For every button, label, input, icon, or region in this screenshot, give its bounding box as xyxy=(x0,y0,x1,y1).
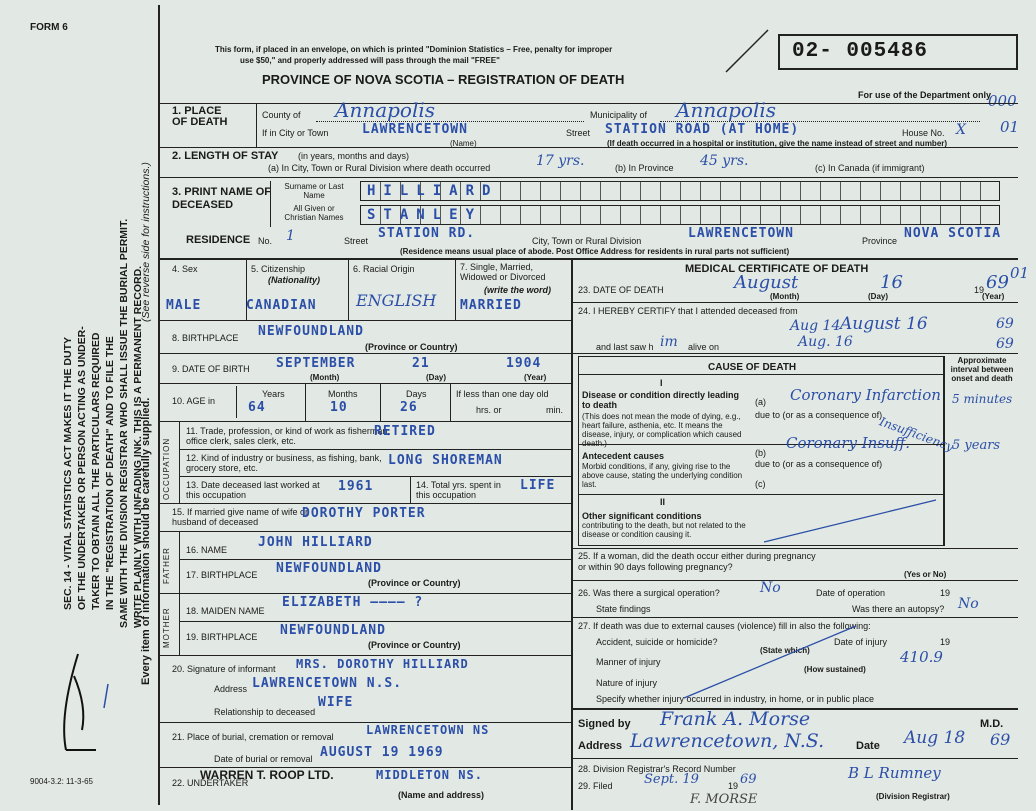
residence-no: 1 xyxy=(286,228,295,244)
findings-label: State findings xyxy=(596,604,651,614)
marital-value: MARRIED xyxy=(460,298,522,313)
city-name-label: (Name) xyxy=(450,139,477,148)
marital-label: 7. Single, Married, Widowed or Divorced xyxy=(460,262,546,282)
given-boxes xyxy=(360,205,1000,225)
dob-month-label: (Month) xyxy=(310,373,340,382)
birthplace-value: NEWFOUNDLAND xyxy=(258,324,364,339)
industry-value: LONG SHOREMAN xyxy=(388,453,503,468)
center-rule xyxy=(571,258,573,810)
other-label: Other significant conditions xyxy=(582,511,702,521)
cause-a-value: Coronary Infarction xyxy=(790,386,941,404)
informant-rel-label: Relationship to deceased xyxy=(214,707,316,717)
attend-from: Aug 14 xyxy=(790,318,841,334)
dob-label: 9. DATE OF BIRTH xyxy=(172,364,250,374)
dod-year: 69 xyxy=(986,272,1009,293)
slash-mark xyxy=(722,26,772,76)
side-line-6: WRITE PLAINLY WITH UNFADING INK. THIS IS A PERMANENT RECORD. xyxy=(132,265,144,628)
father-bp-sub: (Province or Country) xyxy=(368,578,461,588)
other-note: contributing to the death, but not related to the disease or condition causing it. xyxy=(582,521,746,539)
place-label xyxy=(172,106,228,128)
state-which-label: (State which) xyxy=(760,646,810,655)
dob-year: 1904 xyxy=(506,356,542,371)
cause-ii-rule xyxy=(578,494,944,495)
record-number: 02- 005486 xyxy=(792,40,929,63)
trade-value: RETIRED xyxy=(374,424,436,439)
years-occ-label: 14. Total yrs. spent in this occupation xyxy=(416,480,501,500)
burial-date-label: Date of burial or removal xyxy=(214,754,313,764)
attend-to: August 16 xyxy=(840,314,928,334)
signed-year: 69 xyxy=(990,730,1011,749)
stay-c-label: (c) In Canada (if immigrant) xyxy=(815,163,925,173)
record-number-box xyxy=(778,34,1018,70)
age-days: 26 xyxy=(400,400,418,415)
alive-date: Aug. 16 xyxy=(798,334,853,350)
alive-on-label: alive on xyxy=(688,342,720,352)
how-sustained-label: (How sustained) xyxy=(804,665,866,674)
dob-day-label: (Day) xyxy=(426,373,447,382)
cause-a-due-value: Insufficiency xyxy=(877,414,956,455)
informant-sig-label: 20. Signature of informant xyxy=(172,664,276,674)
rule-row-17 xyxy=(158,593,571,594)
county-value: Annapolis xyxy=(335,98,436,122)
mother-maiden: ELIZABETH ———— ? xyxy=(282,595,424,610)
rule-father xyxy=(179,559,571,560)
stay-a-label: (a) In City, Town or Rural Division where death occurred xyxy=(268,163,491,173)
residence-street: STATION RD. xyxy=(378,226,476,241)
registrar-signature: B L Rumney xyxy=(848,764,941,782)
dod-day: 16 xyxy=(880,272,903,293)
registrar-label: (Division Registrar) xyxy=(876,792,950,801)
md-label: M.D. xyxy=(980,718,1004,730)
left-rule xyxy=(158,5,160,805)
dob-day: 21 xyxy=(412,356,430,371)
father-bp-label: 17. BIRTHPLACE xyxy=(186,570,258,580)
dod-year-label: (Year) xyxy=(982,292,1005,301)
rule-2 xyxy=(158,177,1018,178)
filed-date: Sept. 19 xyxy=(644,772,699,787)
citizenship-value: CANADIAN xyxy=(246,298,317,313)
cause-title: CAUSE OF DEATH xyxy=(708,362,797,373)
cause-part-2: II xyxy=(660,497,666,507)
city-value: LAWRENCETOWN xyxy=(362,122,468,137)
due-to-a: due to (or as a consequence of) xyxy=(755,410,883,420)
father-name-label: 16. NAME xyxy=(186,545,228,555)
disease-label: Disease or condition directly leading to death xyxy=(582,390,740,410)
street-label: Street xyxy=(566,128,591,138)
due-to-b: due to (or as a consequence of) xyxy=(755,459,883,469)
dod-label: 23. DATE OF DEATH xyxy=(578,285,664,295)
mother-bp-label: 19. BIRTHPLACE xyxy=(186,632,258,642)
signed-address-label: Address xyxy=(578,740,623,752)
occupation-side-label: OCCUPATION xyxy=(162,437,171,500)
cause-a-interval: 5 minutes xyxy=(952,392,1013,406)
mail-notice-2: use $50," and properly addressed will pass through the mail "FREE" xyxy=(240,56,500,65)
birthplace-sub: (Province or Country) xyxy=(365,342,458,352)
dept-code-2: 01 xyxy=(1000,118,1020,136)
signed-label: Signed by xyxy=(578,718,631,730)
spouse-label: 15. If married give name of wife or husband of deceased xyxy=(172,507,309,527)
city-label: If in City or Town xyxy=(262,128,329,138)
residence-city-label: City, Town or Rural Division xyxy=(532,236,642,246)
side-line-4: IN THE "REGISTRATION OF DEATH" AND TO FILE THE xyxy=(104,336,116,610)
last-saw-hw: im xyxy=(660,334,678,350)
attend-year: 69 xyxy=(996,316,1014,332)
filed-year-prefix: 19 xyxy=(728,781,739,791)
father-bp: NEWFOUNDLAND xyxy=(276,561,382,576)
cause-b-interval: 5 years xyxy=(952,438,1001,453)
sep-6-7 xyxy=(455,258,456,320)
dept-code-3: 01 xyxy=(1010,264,1030,282)
rule-row-8 xyxy=(158,353,571,354)
rule-row-4 xyxy=(158,320,571,321)
accident-label: Accident, suicide or homicide? xyxy=(596,637,718,647)
rule-top xyxy=(158,103,1018,104)
manner-label: Manner of injury xyxy=(596,657,661,667)
racial-value: ENGLISH xyxy=(356,291,437,310)
burial-date: AUGUST 19 1969 xyxy=(320,745,444,760)
undertaker-name: WARREN T. ROOP LTD. xyxy=(200,768,334,782)
years-occ-value: LIFE xyxy=(520,478,556,493)
form-title: PROVINCE OF NOVA SCOTIA – REGISTRATION OF DEATH xyxy=(262,72,625,87)
interval-label: Approximate interval between onset and death xyxy=(950,356,1014,383)
rule-med-24 xyxy=(571,353,1018,354)
external-slash xyxy=(680,622,860,702)
surgery-value: No xyxy=(760,580,781,596)
disease-note: (This does not mean the mode of dying, e.g., heart failure, asthenia, etc. It means the disease, injury, or complication which caused death.) xyxy=(582,412,742,448)
age-days-label: Days xyxy=(406,389,427,399)
trade-label: 11. Trade, profession, or kind of work as fisherman, office clerk, sales clerk, etc. xyxy=(186,426,390,446)
dob-year-label: (Year) xyxy=(524,373,547,382)
residence-street-label: Street xyxy=(344,236,369,246)
age-less-label: If less than one day old xyxy=(456,389,549,399)
undertaker-label: 22. UNDERTAKER xyxy=(172,778,249,788)
injury-date-label: Date of injury xyxy=(834,637,888,647)
occ-sep-13-14 xyxy=(410,476,411,503)
cause-b-value: Coronary Insuff. xyxy=(786,434,911,452)
age-label: 10. AGE in xyxy=(172,396,216,406)
age-months: 10 xyxy=(330,400,348,415)
spouse-value: DOROTHY PORTER xyxy=(302,506,426,521)
alive-year: 69 xyxy=(996,336,1014,352)
cause-part-1: I xyxy=(660,378,663,388)
undertaker-sub: (Name and address) xyxy=(398,790,485,800)
rule-med-signed xyxy=(571,758,1018,759)
age-min-label: min. xyxy=(546,405,564,415)
marital-sub: (write the word) xyxy=(484,285,551,295)
signed-date: Aug 18 xyxy=(904,728,966,748)
autopsy-value: No xyxy=(958,596,979,612)
side-line-5: SAME WITH THE DIVISION REGISTRAR WHO SHALL ISSUE THE BURIAL PERMIT. xyxy=(118,218,130,628)
signed-date-label: Date xyxy=(856,740,880,752)
father-side-rule xyxy=(179,531,180,593)
given-label: All Given or Christian Names xyxy=(284,204,344,222)
street-value: STATION ROAD (AT HOME) xyxy=(605,122,800,137)
stay-b-value: 45 yrs. xyxy=(700,153,749,169)
rule-occ-1 xyxy=(179,449,571,450)
mother-side-label: MOTHER xyxy=(162,607,171,648)
county-label: County of xyxy=(262,110,301,120)
stay-label: 2. LENGTH OF STAY xyxy=(172,150,279,162)
autopsy-label: Was there an autopsy? xyxy=(852,604,945,614)
sex-value: MALE xyxy=(166,298,202,313)
pregnancy-sub: (Yes or No) xyxy=(904,570,947,579)
rule-occ-3 xyxy=(158,503,571,504)
specify-label: Specify whether injury occurred in industry, in home, or in public place xyxy=(596,694,874,704)
rule-med-26 xyxy=(571,617,1018,618)
residence-prov-label: Province xyxy=(862,236,898,246)
mail-notice-1: This form, if placed in an envelope, on which is printed "Dominion Statistics – Free, penalty for improper xyxy=(215,45,613,54)
rule-row-19 xyxy=(158,655,571,656)
residence-city: LAWRENCETOWN xyxy=(688,226,794,241)
age-months-label: Months xyxy=(328,389,358,399)
residence-no-label: No. xyxy=(258,236,273,246)
racial-label: 6. Racial Origin xyxy=(353,264,415,274)
father-side-label: FATHER xyxy=(162,547,171,584)
pregnancy-label: 25. If a woman, did the death occur either during pregnancy or within 90 days following pregnancy? xyxy=(578,551,816,572)
age-years: 64 xyxy=(248,400,266,415)
form-number: FORM 6 xyxy=(30,22,68,33)
external-label: 27. If death was due to external causes (violence) fill in also the following: xyxy=(578,621,871,631)
side-reverse: (See reverse side for instructions.) xyxy=(140,162,152,322)
record-no-label: 28. Division Registrar's Record Number xyxy=(578,764,736,774)
rule-row-20 xyxy=(158,722,571,723)
medical-title: MEDICAL CERTIFICATE OF DEATH xyxy=(685,263,869,275)
dept-use-label: For use of the Department only xyxy=(858,90,992,100)
age-sep-3 xyxy=(450,383,451,421)
rule-mother xyxy=(179,621,571,622)
stay-a-value: 17 yrs. xyxy=(536,153,585,169)
antecedent-note: Morbid conditions, if any, giving rise to the above cause, stating the underlying condition last. xyxy=(582,462,743,489)
rule-med-23 xyxy=(571,302,1018,303)
side-line-3: TAKER TO OBTAIN ALL THE PARTICULARS REQUIRED xyxy=(90,332,102,610)
rule-occ-2 xyxy=(179,476,571,477)
injury-year: 19 xyxy=(940,637,951,647)
residence-label: RESIDENCE xyxy=(186,234,251,246)
mother-bp-sub: (Province or Country) xyxy=(368,640,461,650)
age-years-label: Years xyxy=(262,389,285,399)
operation-year: 19 xyxy=(940,588,951,598)
citizenship-label: 5. Citizenship xyxy=(251,264,306,274)
mother-bp: NEWFOUNDLAND xyxy=(280,623,386,638)
house-value: X xyxy=(956,122,966,138)
surname-boxes xyxy=(360,181,1000,201)
antecedent-label: Antecedent causes xyxy=(582,451,665,461)
cause-slash xyxy=(760,496,940,546)
name-label: 3. PRINT NAME OF DECEASED xyxy=(172,186,272,211)
municipality-label: Municipality of xyxy=(590,110,648,120)
operation-date-label: Date of operation xyxy=(816,588,886,598)
occ-side-rule xyxy=(179,421,180,503)
form-code: 9004-3.2: 11-3-65 xyxy=(30,777,94,786)
manner-value: 410.9 xyxy=(900,648,943,666)
last-worked-label: 13. Date deceased last worked at this occupation xyxy=(186,480,320,500)
municipality-value: Annapolis xyxy=(676,98,777,122)
burial-place-label: 21. Place of burial, cremation or removal xyxy=(172,732,334,742)
side-line-1: SEC. 14 - VITAL STATISTICS ACT MAKES IT THE DUTY xyxy=(62,336,74,610)
sep-5-6 xyxy=(348,258,349,320)
industry-label: 12. Kind of industry or business, as fishing, bank, grocery store, etc. xyxy=(186,453,382,473)
undertaker-addr: MIDDLETON NS. xyxy=(376,768,483,782)
cause-b-tag: (b) xyxy=(755,448,766,458)
stay-b-label: (b) In Province xyxy=(615,163,674,173)
nature-label: Nature of injury xyxy=(596,678,658,688)
rule-row-10 xyxy=(158,421,571,422)
filed-label: 29. Filed xyxy=(578,781,613,791)
side-line-2: OF THE UNDERTAKER OR PERSON ACTING AS UNDER- xyxy=(76,326,88,610)
filed-year: 69 xyxy=(740,772,757,787)
birthplace-label: 8. BIRTHPLACE xyxy=(172,333,239,343)
surname-value: HILLIARD xyxy=(367,183,499,199)
age-bracket xyxy=(236,386,237,418)
cause-c-tag: (c) xyxy=(755,479,766,489)
dept-code-1: 000 xyxy=(988,92,1017,110)
age-sep-1 xyxy=(305,383,306,421)
surgery-label: 26. Was there a surgical operation? xyxy=(578,588,720,598)
last-worked-value: 1961 xyxy=(338,479,374,494)
institution-note: (If death occurred in a hospital or institution, give the name instead of street and number) xyxy=(607,139,948,148)
pen-mark xyxy=(40,650,120,770)
informant-sig: MRS. DOROTHY HILLIARD xyxy=(296,657,469,671)
dod-century: 19 xyxy=(974,285,985,295)
burial-place: LAWRENCETOWN NS xyxy=(366,723,490,737)
father-name: JOHN HILLIARD xyxy=(258,535,373,550)
stay-sub: (in years, months and days) xyxy=(298,151,410,161)
rule-row-15 xyxy=(158,531,571,532)
informant-addr: LAWRENCETOWN N.S. xyxy=(252,676,403,691)
bottom-note: F. MORSE xyxy=(690,792,758,807)
residence-prov: NOVA SCOTIA xyxy=(904,226,1002,241)
dod-month-label: (Month) xyxy=(770,292,800,301)
age-sep-2 xyxy=(380,383,381,421)
rule-med-25 xyxy=(571,580,1018,581)
side-every: Every item of information should be carefully supplied. xyxy=(140,397,152,685)
dod-month: August xyxy=(734,272,799,293)
mother-side-rule xyxy=(179,593,180,655)
place-label-text: 1. PLACE OF DEATH xyxy=(172,105,228,128)
signed-address: Lawrencetown, N.S. xyxy=(630,730,825,752)
rule-row-9 xyxy=(158,383,571,384)
house-label: House No. xyxy=(902,128,945,138)
cause-a-tag: (a) xyxy=(755,397,766,407)
citizenship-sub: (Nationality) xyxy=(268,275,321,285)
cause-title-rule xyxy=(578,374,944,375)
place-bracket xyxy=(256,103,257,147)
dob-month: SEPTEMBER xyxy=(276,356,356,371)
signed-value: Frank A. Morse xyxy=(660,708,811,730)
mother-maiden-label: 18. MAIDEN NAME xyxy=(186,606,265,616)
sex-label: 4. Sex xyxy=(172,264,198,274)
informant-addr-label: Address xyxy=(214,684,248,694)
dod-day-label: (Day) xyxy=(868,292,889,301)
given-value: STANLEY xyxy=(367,207,483,223)
rule-3 xyxy=(158,258,1018,260)
rule-med-cause xyxy=(571,548,1018,549)
informant-rel: WIFE xyxy=(318,695,354,710)
last-saw-label: and last saw h xyxy=(596,342,654,352)
certify-label: 24. I HEREBY CERTIFY that I attended deceased from xyxy=(578,306,798,316)
name-bracket xyxy=(270,181,271,227)
surname-label: Surname or Last Name xyxy=(284,182,344,200)
residence-note: (Residence means usual place of abode. Post Office Address for residents in rural parts not sufficient) xyxy=(400,247,790,256)
age-hrs-label: hrs. or xyxy=(476,405,502,415)
